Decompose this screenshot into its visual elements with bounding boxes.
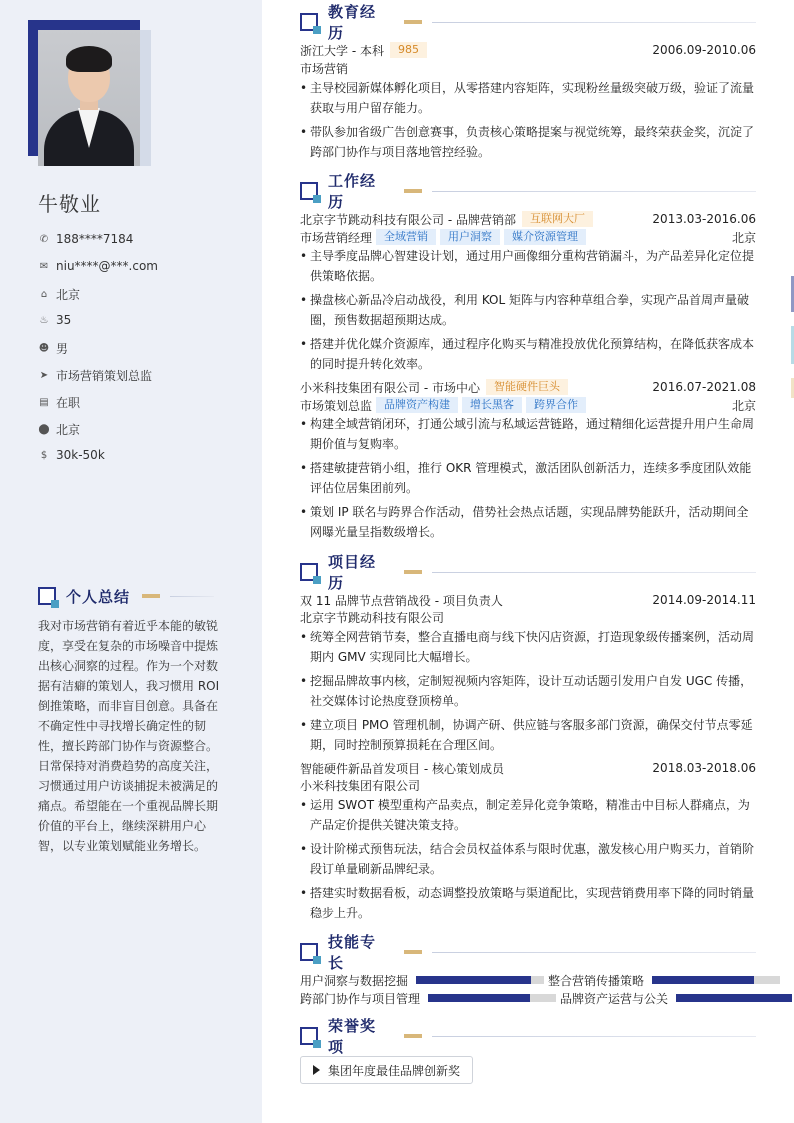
skill-bar-fill xyxy=(676,994,792,1002)
section-title: 工作经历 xyxy=(327,172,376,211)
section-square-icon xyxy=(38,587,56,605)
section-divider xyxy=(432,952,756,953)
skill-bar xyxy=(428,994,556,1002)
person-icon: ☻ xyxy=(38,343,50,354)
section-accent xyxy=(404,570,422,574)
project-name: 双 11 品牌节点营销战役 - 项目负责人 xyxy=(300,593,503,608)
sidebar xyxy=(0,0,262,1123)
job-bullet: • 搭建并优化媒介资源库，通过程序化购买与精准投放优化预算结构，在降低获客成本的同时提升转化效率。 xyxy=(300,334,756,374)
section-title: 教育经历 xyxy=(327,3,376,42)
skill-bar-fill xyxy=(428,994,530,1002)
cake-icon: ♨ xyxy=(39,314,49,326)
skill-item xyxy=(548,972,780,988)
project-bullet: • 设计阶梯式预售玩法，结合会员权益体系与限时优惠，激发核心用户购买力，首销阶段订单量刷新品牌纪录。 xyxy=(300,839,756,879)
project-bullet: • 统筹全网营销节奏，整合直播电商与线下快闪店资源，打造现象级传播案例，活动周期内 GMV 实现同比大幅增长。 xyxy=(300,627,756,667)
school-name: 浙江大学 - 本科 xyxy=(300,43,384,58)
avatar xyxy=(28,20,152,166)
work-header xyxy=(300,172,756,211)
company-tag: 互联网大厂 xyxy=(522,211,593,227)
company-name: 北京字节跳动科技有限公司 - 品牌营销部 xyxy=(300,212,516,227)
skill-tag: 跨界合作 xyxy=(526,397,586,413)
info-text: 188****7184 xyxy=(56,232,134,246)
section-accent xyxy=(404,1034,422,1038)
section-divider xyxy=(432,1036,756,1037)
project-row xyxy=(300,759,756,777)
school-tag: 985 xyxy=(390,42,427,58)
info-salary xyxy=(38,448,105,462)
education-major: 市场营销 xyxy=(300,62,349,76)
skill-tag: 增长黑客 xyxy=(462,397,522,413)
job-role-row xyxy=(300,396,756,414)
briefcase-icon: ▤ xyxy=(39,397,49,408)
info-text: 35 xyxy=(56,313,72,327)
skill-bar-fill xyxy=(652,976,754,984)
info-gender xyxy=(38,340,68,357)
awards-header xyxy=(300,1017,756,1056)
candidate-name: 牛敬业 xyxy=(38,192,101,216)
education-row xyxy=(300,41,756,59)
job-row xyxy=(300,210,756,228)
project-date: 2014.09-2014.11 xyxy=(652,593,756,607)
education-bullet: • 主导校园新媒体孵化项目，从零搭建内容矩阵，实现粉丝量级突破万级，验证了流量获取与用户留存能力。 xyxy=(300,78,756,118)
profile-photo xyxy=(38,30,140,166)
company-tag: 智能硬件巨头 xyxy=(486,379,568,395)
section-divider xyxy=(170,596,214,597)
skill-tag: 用户洞察 xyxy=(440,229,500,245)
skill-bar xyxy=(416,976,544,984)
info-text: 男 xyxy=(56,342,69,356)
project-row xyxy=(300,591,756,609)
info-text: 30k-50k xyxy=(56,448,105,462)
info-email xyxy=(38,259,158,273)
skill-item xyxy=(300,990,556,1006)
section-accent xyxy=(404,20,422,24)
section-title: 个人总结 xyxy=(66,587,131,606)
summary-header xyxy=(38,586,222,606)
section-square-icon xyxy=(300,13,318,31)
skill-tag: 全域营销 xyxy=(376,229,436,245)
job-city: 北京 xyxy=(731,398,756,413)
job-role-row xyxy=(300,228,756,246)
info-hometown xyxy=(38,286,80,303)
info-phone xyxy=(38,232,133,246)
skill-name: 品牌资产运营与公关 xyxy=(560,991,669,1006)
projects-header xyxy=(300,553,756,592)
skill-bar-fill xyxy=(416,976,531,984)
section-title: 项目经历 xyxy=(327,553,376,592)
job-city: 北京 xyxy=(731,230,756,245)
skill-item xyxy=(560,990,792,1006)
section-divider xyxy=(432,572,756,573)
info-text: 北京 xyxy=(56,423,81,437)
job-role: 市场营销经理 xyxy=(300,230,373,245)
section-square-icon xyxy=(300,182,318,200)
project-org: 北京字节跳动科技有限公司 xyxy=(300,611,445,625)
send-icon: ➤ xyxy=(39,370,49,381)
job-bullet: • 策划 IP 联名与跨界合作活动，借势社会热点话题，实现品牌势能跃升，活动期间全网曝光量呈指数级增长。 xyxy=(300,502,756,542)
job-date: 2013.03-2016.06 xyxy=(652,212,756,226)
company-name: 小米科技集团有限公司 - 市场中心 xyxy=(300,380,480,395)
job-row xyxy=(300,378,756,396)
job-bullet: • 搭建敏捷营销小组，推行 OKR 管理模式，激活团队创新活力，连续多季度团队效能评估位居集团前列。 xyxy=(300,458,756,498)
mail-icon: ✉ xyxy=(39,260,49,272)
project-date: 2018.03-2018.06 xyxy=(652,761,756,775)
project-bullet: • 建立项目 PMO 管理机制，协调产研、供应链与客服多部门资源，确保交付节点零延期，同时控制预算损耗在合理区间。 xyxy=(300,715,756,755)
project-bullet: • 挖掘品牌故事内核，定制短视频内容矩阵，设计互动话题引发用户自发 UGC 传播，社交媒体讨论热度登顶榜单。 xyxy=(300,671,756,711)
info-age xyxy=(38,313,71,327)
section-accent xyxy=(404,189,422,193)
info-text: 北京 xyxy=(56,288,81,302)
job-date: 2016.07-2021.08 xyxy=(652,380,756,394)
section-square-icon xyxy=(300,1027,318,1045)
skill-name: 跨部门协作与项目管理 xyxy=(300,991,421,1006)
skill-tag: 品牌资产构建 xyxy=(376,397,458,413)
info-text: 在职 xyxy=(56,396,81,410)
section-divider xyxy=(432,191,756,192)
project-bullet: • 搭建实时数据看板，动态调整投放策略与渠道配比，实现营销费用率下降的同时销量稳步上升。 xyxy=(300,883,756,923)
project-name: 智能硬件新品首发项目 - 核心策划成员 xyxy=(300,761,504,776)
job-bullet: • 操盘核心新品冷启动战役，利用 KOL 矩阵与内容种草组合拳，实现产品首周声量破圈，预售数据超预期达成。 xyxy=(300,290,756,330)
section-title: 荣誉奖项 xyxy=(327,1017,376,1056)
home-icon: ⌂ xyxy=(40,289,48,300)
education-header xyxy=(300,3,756,42)
summary-text: 我对市场营销有着近乎本能的敏锐度，享受在复杂的市场噪音中提炼出核心洞察的过程。作为一个对数据有洁癖的策划人，我习惯用 ROI 倒推策略，而非盲目创意。具备在不确定性中寻找增长确定性的韧性，擅长跨部门协作与资源整合。日常保持对消费趋势的高度关注，习惯通过用户访谈捕捉未被满足的痛点。希望能在一个重视品牌长期价值的平台上，继续深耕用户心智，以专业策划赋能业务增长。 xyxy=(38,619,220,853)
project-org: 小米科技集团有限公司 xyxy=(300,779,421,793)
education-bullet: • 带队参加省级广告创意赛事，负责核心策略提案与视觉统筹，最终荣获金奖，沉淀了跨部门协作与项目落地管控经验。 xyxy=(300,122,756,162)
info-text: niu****@***.com xyxy=(56,259,158,273)
skill-bar xyxy=(676,994,792,1002)
skill-name: 整合营销传播策略 xyxy=(548,973,645,988)
section-square-icon xyxy=(300,563,318,581)
job-bullet: • 构建全域营销闭环，打通公域引流与私域运营链路，通过精细化运营提升用户生命周期价值与复购率。 xyxy=(300,414,756,454)
info-text: 市场营销策划总监 xyxy=(56,369,153,383)
skill-bar xyxy=(652,976,780,984)
phone-icon: ✆ xyxy=(39,233,49,245)
skill-tag: 媒介资源管理 xyxy=(504,229,586,245)
section-accent xyxy=(142,594,160,598)
job-bullet: • 主导季度品牌心智建设计划，通过用户画像细分重构营销漏斗，为产品差异化定位提供策略依据。 xyxy=(300,246,756,286)
skill-name: 用户洞察与数据挖掘 xyxy=(300,973,409,988)
award-item[interactable] xyxy=(300,1056,473,1084)
education-date: 2006.09-2010.06 xyxy=(652,43,756,57)
skills-header xyxy=(300,933,756,972)
location-icon: ⬤ xyxy=(38,424,50,435)
section-accent xyxy=(404,950,422,954)
info-position xyxy=(38,367,152,384)
section-square-icon xyxy=(300,943,318,961)
play-icon xyxy=(313,1065,320,1075)
award-name: 集团年度最佳品牌创新奖 xyxy=(328,1063,461,1078)
project-bullet: • 运用 SWOT 模型重构产品卖点，制定差异化竞争策略，精准击中目标人群痛点，为产品定价提供关键决策支持。 xyxy=(300,795,756,835)
section-divider xyxy=(432,22,756,23)
skill-item xyxy=(300,972,544,988)
info-status xyxy=(38,394,80,411)
section-title: 技能专长 xyxy=(327,933,376,972)
job-role: 市场策划总监 xyxy=(300,398,373,413)
salary-icon: $ xyxy=(40,449,48,461)
info-city xyxy=(38,421,80,438)
